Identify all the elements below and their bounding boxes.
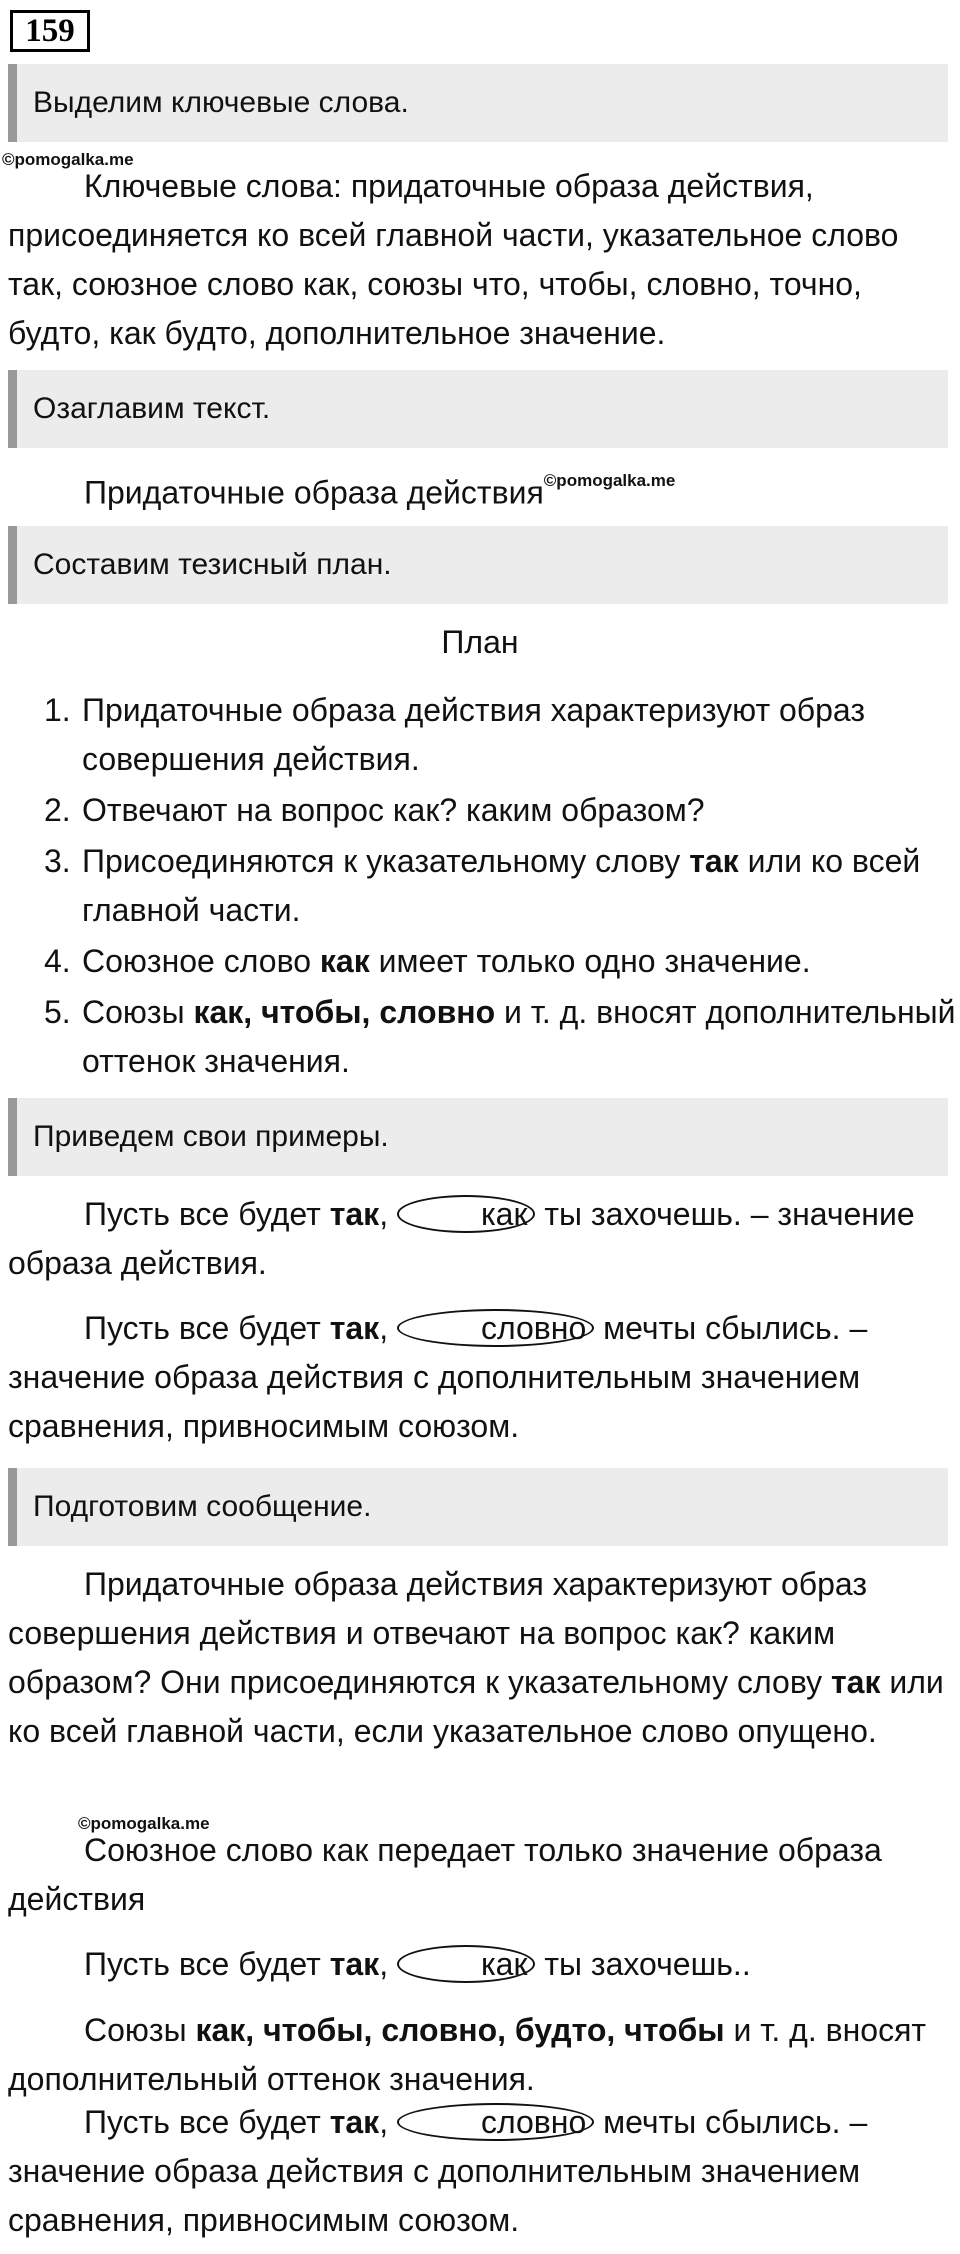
text: , bbox=[379, 1310, 397, 1346]
plan-item-text: Отвечают на вопрос как? каким образом? bbox=[82, 792, 705, 828]
bold-word: так bbox=[329, 1196, 380, 1232]
section-heading-plan: Составим тезисный план. bbox=[8, 526, 948, 604]
text: мечты сбылись. – значение образа действия с дополнительным значением сравнения, привносимым союзом. bbox=[8, 1310, 868, 1444]
text: , bbox=[379, 1196, 397, 1232]
section-heading-message: Подготовим сообщение. bbox=[8, 1468, 948, 1546]
text: и т. д. вносят дополнительный оттенок значения. bbox=[8, 2012, 927, 2097]
watermark: ©pomogalka.me bbox=[78, 1814, 210, 1833]
plan-item bbox=[8, 786, 956, 835]
text: Союзы bbox=[84, 2012, 196, 2048]
message-p4 bbox=[8, 2006, 956, 2104]
section-heading-title: Озаглавим текст. bbox=[8, 370, 948, 448]
text: ты захочешь. – значение образа действия. bbox=[8, 1196, 915, 1281]
message-p3 bbox=[8, 1940, 956, 1989]
bold-word: так bbox=[329, 1946, 380, 1982]
plan-item-text: Союзное слово bbox=[82, 943, 320, 979]
text: , bbox=[379, 1946, 397, 1982]
text: ты захочешь.. bbox=[535, 1946, 751, 1982]
plan-item bbox=[8, 937, 956, 986]
plan-item-text: имеет только одно значение. bbox=[369, 943, 811, 979]
section-heading-examples: Приведем свои примеры. bbox=[8, 1098, 948, 1176]
bold-word: как, чтобы, словно, будто, чтобы bbox=[195, 2012, 725, 2048]
plan-item-number: 4. bbox=[44, 943, 71, 979]
plan-item-text: Придаточные образа действия характеризуют образ совершения действия. bbox=[82, 692, 866, 777]
plan-item bbox=[8, 837, 956, 935]
bold-word: так bbox=[831, 1664, 881, 1700]
text: Пусть все будет bbox=[84, 1946, 330, 1982]
task-number: 159 bbox=[10, 10, 90, 52]
circled-word: как bbox=[397, 1195, 536, 1233]
text: или ко всей главной части, если указательное слово опущено. bbox=[8, 1664, 944, 1749]
text: , bbox=[379, 2104, 397, 2140]
circled-word: словно bbox=[397, 2103, 594, 2141]
circled-word: словно bbox=[397, 1309, 594, 1347]
title-text bbox=[8, 462, 956, 518]
example-1 bbox=[8, 1190, 956, 1288]
watermark: ©pomogalka.me bbox=[543, 471, 676, 490]
plan-item-number: 1. bbox=[44, 692, 71, 728]
text: Пусть все будет bbox=[84, 1196, 330, 1232]
plan-item-number: 2. bbox=[44, 792, 71, 828]
watermark: ©pomogalka.me bbox=[2, 150, 134, 169]
plan-list bbox=[8, 686, 956, 1088]
circled-word: как bbox=[397, 1945, 536, 1983]
plan-item-text: Присоединяются к указательному слову bbox=[82, 843, 690, 879]
plan-item bbox=[8, 686, 956, 784]
plan-item-number: 3. bbox=[44, 843, 71, 879]
section-heading-keywords: Выделим ключевые слова. bbox=[8, 64, 948, 142]
example-2 bbox=[8, 1304, 956, 1451]
message-p2: Союзное слово как передает только значение образа действия bbox=[8, 1832, 882, 1917]
text: Придаточные образа действия характеризуют образ совершения действия и отвечают на вопрос как? каким образом? Они присоединяются к указательному слову bbox=[8, 1566, 868, 1700]
message-p1 bbox=[8, 1560, 956, 1756]
plan-title: План bbox=[441, 624, 519, 660]
plan-item-text: или ко всей главной части. bbox=[82, 843, 921, 928]
plan-item-bold: так bbox=[689, 843, 739, 879]
keywords-text: Ключевые слова: придаточные образа действия, присоединяется ко всей главной части, указательное слово так, союзное слово как, союзы что, чтобы, словно, точно, будто, как будто, дополнительное значение. bbox=[8, 168, 899, 351]
plan-item bbox=[8, 988, 956, 1086]
message-p5 bbox=[8, 2098, 956, 2245]
plan-item-bold: как, чтобы, словно bbox=[193, 994, 496, 1030]
text: Пусть все будет bbox=[84, 2104, 330, 2140]
plan-item-number: 5. bbox=[44, 994, 71, 1030]
plan-item-text: Союзы bbox=[82, 994, 194, 1030]
bold-word: так bbox=[329, 1310, 380, 1346]
bold-word: так bbox=[329, 2104, 380, 2140]
text: Пусть все будет bbox=[84, 1310, 330, 1346]
text: мечты сбылись. – значение образа действия с дополнительным значением сравнения, привносимым союзом. bbox=[8, 2104, 868, 2238]
title-text-value: Придаточные образа действия bbox=[84, 474, 544, 511]
plan-item-text: и т. д. вносят дополнительный оттенок значения. bbox=[82, 994, 956, 1079]
plan-item-bold: как bbox=[319, 943, 370, 979]
